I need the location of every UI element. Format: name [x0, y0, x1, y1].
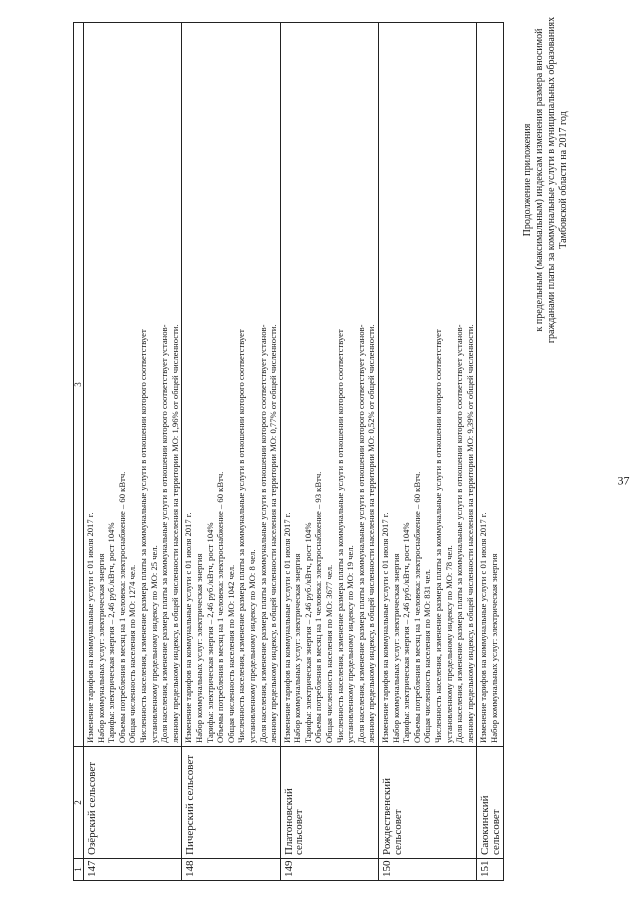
detail-line: Численность населения, изменение размера платы за коммунальные услуги в отношении которого соответствует: [137, 329, 148, 743]
detail-line: ленному предельному индексу, в общей численности населения на территории МО: 9,39% от общей численности.: [464, 324, 475, 743]
detail-line: Изменение тарифов на коммунальные услуги с 01 июля 2017 г.: [281, 512, 292, 743]
document-header: [522, 15, 570, 345]
detail-line: Набор коммунальных услуг: электрическая энергия: [193, 553, 204, 743]
tariff-details: [84, 23, 182, 747]
detail-line: ленному предельному индексу, в общей численности населения на территории МО: 1,96% от общей численности.: [169, 324, 180, 743]
detail-line: Объемы потребления в месяц на 1 человека: электроснабжение – 93 кВтч.: [313, 471, 324, 743]
detail-line: Доля населения, изменение размера платы за коммунальные услуги в отношении которого соответствует установ-: [159, 324, 170, 743]
column-header: 3: [74, 23, 84, 747]
detail-line: Объемы потребления в месяц на 1 человека: электроснабжение – 60 кВтч.: [215, 471, 226, 743]
detail-line: Общая численность населения по МО: 3677 чел.: [324, 564, 335, 743]
detail-line: установленному предельному индексу по МО: 25 чел.: [148, 545, 159, 743]
detail-line: Доля населения, изменение размера платы за коммунальные услуги в отношении которого соответствует установ-: [257, 324, 268, 743]
detail-line: Объемы потребления в месяц на 1 человека: электроснабжение – 60 кВтч.: [116, 471, 127, 743]
detail-line: Общая численность населения по МО: 1274 чел.: [127, 564, 138, 743]
table-row: [280, 23, 378, 881]
detail-line: Тарифы: электрическая энергия – 2,46 руб./кВтч, рост 104%: [204, 522, 215, 743]
detail-line: Изменение тарифов на коммунальные услуги с 01 июля 2017 г.: [478, 512, 489, 743]
column-header-row: [74, 23, 84, 881]
municipality-name: Пичерский сельсовет: [182, 747, 280, 859]
detail-line: Изменение тарифов на коммунальные услуги с 01 июля 2017 г.: [183, 512, 194, 743]
detail-line: Тарифы: электрическая энергия – 2,46 руб./кВтч, рост 104%: [401, 522, 412, 743]
row-number: 149: [280, 859, 378, 881]
row-number: 148: [182, 859, 280, 881]
row-number: 150: [379, 859, 477, 881]
detail-line: Численность населения, изменение размера платы за коммунальные услуги в отношении которого соответствует: [334, 329, 345, 743]
detail-line: Объемы потребления в месяц на 1 человека: электроснабжение – 60 кВтч.: [411, 471, 422, 743]
table-row: [182, 23, 280, 881]
detail-line: Набор коммунальных услуг: электрическая энергия: [488, 553, 499, 743]
table-row: [84, 23, 182, 881]
detail-line: Изменение тарифов на коммунальные услуги с 01 июля 2017 г.: [380, 512, 391, 743]
detail-line: ленному предельному индексу, в общей численности населения на территории МО: 0,77% от общей численности.: [268, 324, 279, 743]
detail-line: Доля населения, изменение размера платы за коммунальные услуги в отношении которого соответствует установ-: [355, 324, 366, 743]
tariff-details: [280, 23, 378, 747]
detail-line: Общая численность населения по МО: 1042 чел.: [225, 564, 236, 743]
detail-line: установленному предельному индексу по МО: 78 чел.: [443, 545, 454, 743]
detail-line: Изменение тарифов на коммунальные услуги с 01 июля 2017 г.: [85, 512, 95, 743]
detail-line: установленному предельному индексу по МО: 8 чел.: [246, 549, 257, 743]
tariff-details: [477, 23, 503, 747]
detail-line: Численность населения, изменение размера платы за коммунальные услуги в отношении которого соответствует: [433, 329, 443, 743]
detail-line: Набор коммунальных услуг: электрическая энергия: [95, 553, 106, 743]
column-header: 1: [74, 859, 84, 881]
municipality-name: Рождественский сельсовет: [379, 747, 477, 859]
header-line: Продолжение приложения: [522, 123, 533, 237]
detail-line: ленному предельному индексу, в общей численности населения на территории МО: 0,52% от общей численности.: [366, 324, 377, 743]
tariff-details: [182, 23, 280, 747]
tariff-table: [73, 22, 504, 881]
detail-line: Тарифы: электрическая энергия – 2,46 руб./кВтч, рост 104%: [302, 522, 313, 743]
header-line: гражданами платы за коммунальные услуги в муниципальных образованиях: [546, 16, 557, 344]
row-number: 151: [477, 859, 503, 881]
header-line: Тамбовской области на 2017 год: [558, 111, 569, 249]
detail-line: Численность населения, изменение размера платы за коммунальные услуги в отношении которого соответствует: [236, 329, 247, 743]
municipality-name: Саюкинский сельсовет: [477, 747, 503, 859]
municipality-name: Озёрский сельсовет: [84, 747, 182, 859]
tariff-details: [379, 23, 477, 747]
table-row: [379, 23, 477, 881]
header-line: к предельным (максимальным) индексам изменения размера вносимой: [534, 28, 545, 332]
table-row: [477, 23, 503, 881]
detail-line: Доля населения, изменение размера платы за коммунальные услуги в отношении которого соответствует установ-: [454, 324, 465, 743]
detail-line: Тарифы: электрическая энергия – 2,46 руб./кВтч, рост 104%: [106, 522, 117, 743]
row-number: 147: [84, 859, 182, 881]
municipality-name: Платоновский сельсовет: [280, 747, 378, 859]
column-header: 2: [74, 747, 84, 859]
detail-line: Набор коммунальных услуг: электрическая энергия: [292, 553, 303, 743]
detail-line: Общая численность населения по МО: 831 чел.: [422, 569, 433, 743]
page-number: 37: [617, 473, 630, 488]
detail-line: установленному предельному индексу по МО: 19 чел.: [345, 545, 356, 743]
detail-line: Набор коммунальных услуг: электрическая энергия: [390, 553, 401, 743]
